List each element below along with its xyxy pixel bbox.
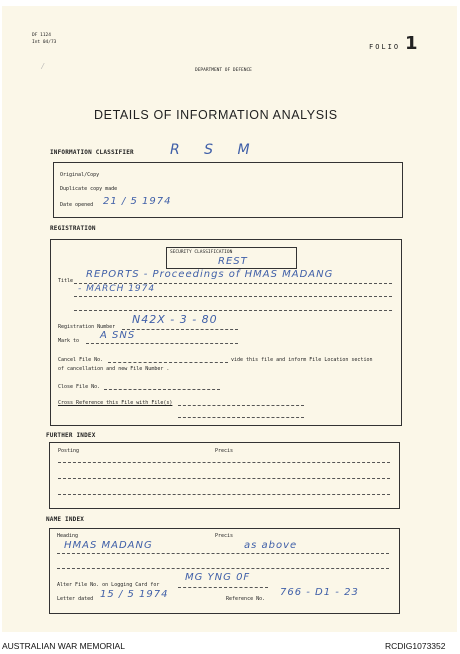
title-line-3 bbox=[74, 310, 392, 311]
cancel-line bbox=[108, 362, 228, 363]
security-label: SECURITY CLASSIFICATION bbox=[170, 250, 233, 255]
close-label: Close File No. bbox=[58, 384, 101, 390]
section-label-further-index: FURTHER INDEX bbox=[46, 432, 96, 439]
cancel-text: vide this file and inform File Location section bbox=[231, 357, 373, 363]
cancel-label: Cancel File No. bbox=[58, 357, 104, 363]
duplicate-label: Duplicate copy made bbox=[60, 186, 118, 192]
reg-number-label: Registration Number bbox=[58, 324, 116, 330]
name-precis-value: as above bbox=[244, 540, 298, 551]
section-label-name-index: NAME INDEX bbox=[46, 516, 85, 523]
mark-to-label: Mark to bbox=[58, 338, 80, 344]
alter-value: MG YNG 0F bbox=[185, 572, 251, 583]
title-line-2 bbox=[74, 296, 392, 297]
section-label-registration: REGISTRATION bbox=[50, 225, 96, 232]
letter-dated-value: 15 / 5 1974 bbox=[100, 589, 169, 600]
crossref-line-2 bbox=[178, 417, 304, 418]
posting-label: Posting bbox=[58, 448, 80, 454]
title-label: Title bbox=[58, 278, 74, 284]
footer-source: AUSTRALIAN WAR MEMORIAL bbox=[2, 641, 125, 651]
heading-label: Heading bbox=[57, 533, 79, 539]
form-code: DF 1124 bbox=[32, 33, 51, 38]
folio-number: 1 bbox=[405, 33, 418, 54]
crossref-line-1 bbox=[178, 405, 304, 406]
letter-dated-label: Letter dated bbox=[57, 596, 94, 602]
name-line-1 bbox=[57, 553, 389, 554]
title-line1: REPORTS - Proceedings of HMAS MADANG bbox=[86, 269, 334, 280]
further-line-3 bbox=[58, 494, 390, 495]
pen-mark: ⁄ bbox=[40, 62, 46, 72]
original-copy-label: Original/Copy bbox=[60, 172, 100, 178]
cancel-text-2: of cancellation and new File Number . bbox=[58, 366, 170, 372]
date-opened-value: 21 / 5 1974 bbox=[103, 196, 172, 207]
section-label-classifier: INFORMATION CLASSIFIER bbox=[50, 149, 134, 156]
classifier-initials: R S M bbox=[170, 142, 260, 158]
alter-line bbox=[178, 587, 268, 588]
heading-value: HMAS MADANG bbox=[64, 540, 153, 551]
department: DEPARTMENT OF DEFENCE bbox=[195, 68, 252, 73]
form-issue: Int 04/73 bbox=[32, 40, 57, 45]
alter-label: Alter File No. on Logging Card for bbox=[57, 582, 160, 588]
crossref-label: Cross Reference this File with File(s) bbox=[58, 400, 173, 406]
name-line-2 bbox=[57, 568, 389, 569]
further-line-1 bbox=[58, 462, 390, 463]
reference-label: Reference No. bbox=[226, 596, 266, 602]
footer-id: RCDIG1073352 bbox=[385, 641, 446, 651]
reference-value: 766 - D1 - 23 bbox=[280, 587, 359, 598]
title-line2: - MARCH 1974 bbox=[78, 284, 156, 294]
reg-number-line bbox=[122, 329, 238, 330]
mark-to-line bbox=[86, 343, 238, 344]
reg-number-value: N42X - 3 - 80 bbox=[132, 313, 218, 326]
date-opened-label: Date opened bbox=[60, 202, 94, 208]
mark-to-value: A SNS bbox=[100, 330, 136, 341]
name-precis-label: Precis bbox=[215, 533, 234, 539]
close-line bbox=[104, 389, 220, 390]
folio-label: FOLIO bbox=[369, 43, 401, 51]
further-line-2 bbox=[58, 478, 390, 479]
page-title: DETAILS OF INFORMATION ANALYSIS bbox=[94, 108, 338, 122]
security-value: REST bbox=[218, 256, 248, 267]
further-precis-label: Precis bbox=[215, 448, 234, 454]
